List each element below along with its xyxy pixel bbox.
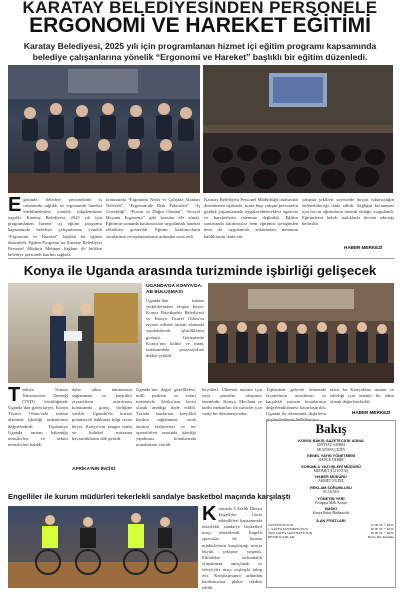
uganda-headline: Konya ile Uganda arasında turizminde işbirliği gelişecek: [23, 263, 377, 278]
price-label: SANTİM/SÜTUN: [268, 522, 294, 527]
masthead-row-value: ALİ KAYA: [322, 489, 340, 494]
masthead-row: [267, 507, 395, 516]
caption-text: Uganda’dan turizm yetkililerinden oluşan heyet, Konya Büyükşehir Belediyesi ve Konya Ticaret Odası’nı ziyaret ederek turizm alanında yapılabilecek işbirliklerini görüştü. Görüşmede Konya’nın kültür ve inanç turizmindeki potansiyeline dikkat çekildi.: [146, 298, 204, 358]
masthead-row-head: HABER MÜDÜRÜ: [315, 475, 347, 480]
article2-column-4: heyetleri. Ülkemiz turizmi için yeni pazarlar oluşması önemlidir. Konya, Mevlana ve tarihi mekanları ile turistler için cazip bir destinasyondur.: [202, 387, 262, 417]
masthead-row-value: AHMET YILDIZ: [318, 479, 344, 484]
basketball-photo: [8, 506, 198, 588]
article2-column-1: [8, 384, 68, 485]
headline-top-line: KARATAY BELEDİYESİNDEN PERSONELE: [22, 0, 378, 17]
article1-column-3: Karatay Belediyesi Personel Müdürlüğü tarafından düzenlenen eğitimde, masa başı çalışan personelin günlük yaşamlarında uygulayabilecekleri egzersiz ve hareketlerin önemine değinildi. Eğitim sonrasında katılımcılar hem eğitimin içeriğinden hem de uygulamalı anlatımdan memnun kaldıklarını ifade etti.: [204, 197, 298, 239]
caption-title: UGANDA’DA KONYA’DA-AB BULUŞMASI: [146, 284, 203, 295]
article1-signature: HABER MERKEZİ: [344, 245, 383, 250]
section-divider: [8, 258, 394, 259]
article2-signature: HABER MERKEZİ: [352, 410, 391, 415]
masthead-row-value: MUSTAFA ÇETİN: [317, 447, 345, 452]
basketball-illustration: [8, 506, 198, 588]
masthead-row-head: GENEL YAYIN YÖNETMENİ: [306, 454, 356, 459]
auditorium-illustration: [203, 65, 393, 193]
people-illustration: [8, 65, 200, 193]
masthead-row: [267, 439, 395, 452]
masthead-row: [267, 475, 395, 484]
masthead-row-head: YÖNETİM YERİ: [317, 496, 345, 501]
price-value: 15,00 TL + KDV: [370, 522, 394, 527]
article2-col2-text: daha etkin tanıtımının sağlanması ve karşılıklı ziyaretlerin artırılması konusunda görüş birliğine varıldı. Uganda’da turizm potansiyeli hakkında bilgi veren heyet, Konya’nın zengin tarihi ve kültürel mirasına hayranlıklarını dile getirdi.: [72, 387, 132, 441]
article2-column-6: taleri bu Konyalıları turizm ve işbirliği için önemli bir adım olarak değerlendirildi.: [330, 387, 394, 405]
uganda-caption: [146, 284, 204, 382]
delegation-photo: [8, 283, 142, 383]
price-label: RESMİ İLANLAR: [268, 534, 295, 539]
headline-deck: Karatay Belediyesi, 2025 yılı için programlanan hizmet içi eğitim programı kapsamında belediye çalışanlarına yönelik “Ergonomi ve Hareket” başlıklı bir eğitim düzenledi.: [23, 41, 377, 62]
dropcap-2: T: [8, 384, 21, 406]
delegation-illustration: [8, 283, 142, 383]
dropcap: E: [8, 194, 22, 216]
training-auditorium-photo: [203, 65, 393, 193]
masthead-row-value: MEHMET ALTUNTAŞ: [313, 468, 349, 473]
article1-column-2: konusunda “Ergonomi Nedir ve Çalışma Alanları Nelerdir”, “Ergonomide Risk Faktörleri”, “İş Güvenliği”, “Postür ve Doğru Oturma”, “Sosyal Hayatta Ergonomi” gibi konular ele alındı. Eğitimin sonunda katılımcılara uygulamalı hareket teknikleri gösterildi. Eğitim, katılımcıların sorularının cevaplanmasının ardından sona erdi.: [106, 197, 200, 239]
article2-subhead: AFRİKA’NIN İNCİSİ: [72, 467, 115, 472]
masthead-row-value: Konya Bakış Matbaacılık: [312, 511, 350, 516]
article1-column-1: [8, 194, 102, 257]
masthead-title: Bakış: [315, 421, 347, 436]
article3-body: onyada 3 Aralık Dünya Engelliler Günü etkinlikleri kapsamında tekerlekli sandalye basketbol maçı düzenlendi. Engelli sporcular ile kurum müdürlerinin karşılaştığı maçta büyük çekişme yaşandı. Etkinlikte farkındalık oluşturmak amaçlandı ve izleyiciler maçı coşkuyla takip etti. Karşılaşmanın ardından katılımcılara plaket takdim edildi.: [202, 506, 262, 591]
meeting-illustration: [208, 283, 394, 383]
basketball-headline: Engelliler ile kurum müdürleri tekerlekli sandalye basketbol maçında karşılaştı: [8, 492, 291, 501]
masthead-row-head: SORUMLU YAZI İŞLERİ MÜDÜRÜ: [301, 464, 361, 469]
dropcap-3: K: [202, 503, 217, 525]
masthead-row-name: İMTİYAZ SAHİBİ: [317, 443, 345, 447]
article1-col1-text: ğitimde, belediye personelinin iş ortamında sağlıklı ve ergonomik hareket edebilmelerine yönelik bilgilendirme yapıldı. Karatay Belediyesi, 2025 yılı için programlanan hizmet içi eğitim programı kapsamında belediye çalışanlarına yönelik “Ergonomi ve Hareket” başlıklı bir eğitim düzenledi. Eğitim Programı’na Karatay Belediyesi Personel Müdürü Mehmet Sağlam ile birlikte belediye personeli katılım sağladı.: [8, 197, 102, 257]
article3-text: [202, 503, 262, 591]
training-group-photo: [8, 65, 200, 193]
article1-column-4: çalışma şekilleri sayesinde birçok rahatsızlığın önlenebileceği ifade edildi. Sağlığın korunması için bu tür eğitimlerin önemli olduğu vurgulandı. Eğitimlerin belirli aralıklarla devam edeceği belirtildi.: [302, 197, 394, 227]
article2-column-3: Uganda’nın doğal güzellikleri, milli parkları ve safari turizmiyle Afrika’nın incisi olarak anıldığı ifade edildi. Turizm fuarlarına karşılıklı katılım sağlanması, ortak tanıtım faaliyetleri ve tur operatörleri arasında işbirliği yapılması konularında mutabakata varıldı.: [136, 387, 196, 447]
article2-col1-text: ürkiye Turizm Yatırımcıları Derneği (TYD) öncülüğünde Uganda’dan gelen heyet, Konya Ticaret Odası’nda turizm alanında işbirliği imkanlarını değerlendirdi. Toplantıya Uganda turizm bakanlığı temsilcileri ve sektör temsilcileri katıldı.: [8, 387, 68, 447]
price-row: [267, 535, 395, 539]
masthead-rows: [267, 439, 395, 516]
masthead-row-head: REKLAM SORUMLUSU: [310, 485, 352, 490]
price-label: 1. SAYFA SANTİM/SÜTUN: [268, 526, 308, 531]
price-label: SON SAYFA SANTİM/SÜTUN: [268, 530, 313, 535]
main-headline: ERGONOMİ VE HAREKET EĞİTİMİ: [29, 14, 371, 37]
masthead-row: [267, 454, 395, 463]
meeting-photo: [208, 283, 394, 383]
price-value: Basın İlan Kurumu: [368, 534, 394, 539]
masthead-row-head: KONYA BAKIŞ GAZETECİLİK ADINA: [298, 439, 364, 443]
masthead-row-head: BASKI: [325, 507, 337, 512]
article2-column-2: [72, 387, 132, 485]
article2-column-5: Toplantıda gelecek dönemde ziyaretlerin artırılması ve karşılıklı yatırım fırsatlarının değerlendirilmesi kararlaştırıldı. Uganda ile ekonomik ilişkilerin güçlendirilmesi hedefleniyor.: [266, 387, 326, 423]
masthead-row-value: HATİCE DEMİR: [318, 458, 344, 463]
masthead-row-value: Feritpaşa Mah. Konya: [314, 500, 348, 505]
price-value: 30,00 TL + KDV: [370, 526, 394, 531]
price-table: [267, 523, 395, 539]
masthead-row: [267, 465, 395, 474]
masthead-box: [266, 420, 396, 588]
price-table-title: İLAN FİYATLARI: [316, 518, 346, 523]
price-value: 20,00 TL + KDV: [370, 530, 394, 535]
